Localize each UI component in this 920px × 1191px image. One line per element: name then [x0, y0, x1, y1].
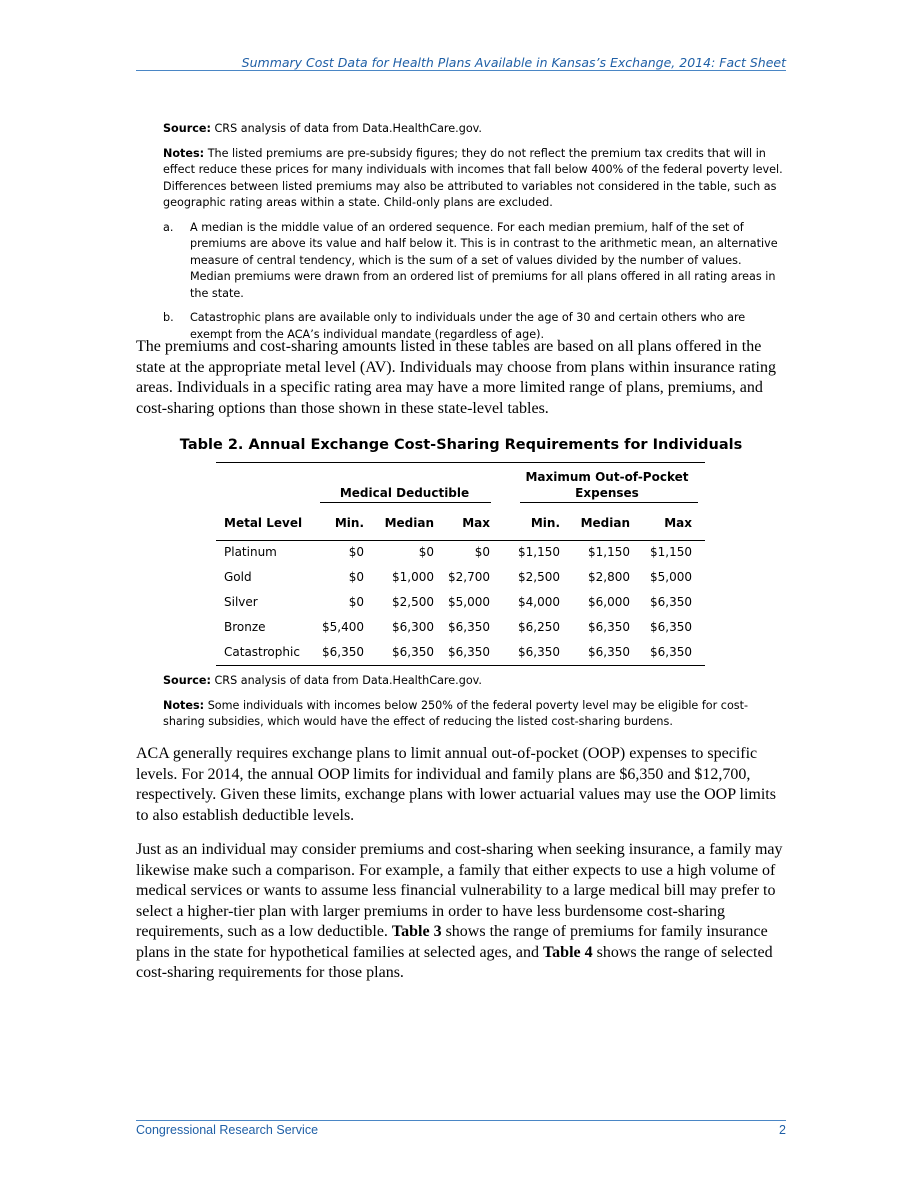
cell-deductible-max: $0	[474, 545, 490, 559]
cell-deductible-max: $2,700	[448, 570, 490, 584]
cell-metal-level: Silver	[224, 595, 258, 609]
source-text: CRS analysis of data from Data.HealthCare.gov.	[214, 674, 482, 687]
table-row	[216, 645, 705, 670]
cell-oop-median: $6,350	[588, 645, 630, 659]
footnote-text: Catastrophic plans are available only to individuals under the age of 30 and certain others who are exempt from the ACA’s individual mandate (regardless of age).	[190, 311, 746, 341]
footer-rule	[136, 1120, 786, 1121]
table2-notes	[163, 673, 783, 739]
col-header-metal-level: Metal Level	[224, 516, 303, 530]
footer-organization: Congressional Research Service	[136, 1123, 319, 1137]
cell-metal-level: Bronze	[224, 620, 266, 634]
cell-metal-level: Platinum	[224, 545, 277, 559]
cell-oop-median: $6,350	[588, 620, 630, 634]
cell-deductible-max: $5,000	[448, 595, 490, 609]
source-text: CRS analysis of data from Data.HealthCare.gov.	[214, 122, 482, 135]
col-header-oop-median: Median	[580, 516, 630, 530]
group-header-oop-line1: Maximum Out-of-Pocket	[525, 470, 689, 484]
col-header-oop-min: Min.	[530, 516, 560, 530]
table-row	[216, 545, 705, 570]
group-header-oop-line2: Expenses	[575, 486, 639, 500]
cell-oop-min: $6,250	[518, 620, 560, 634]
paragraph-text: shows the range of premiums for family insurance plans in the state for hypothetical families at selected ages, and	[136, 923, 768, 961]
group-rule-deductible	[320, 502, 491, 503]
col-header-deductible-median: Median	[384, 516, 434, 530]
cell-deductible-max: $6,350	[448, 620, 490, 634]
source-line	[163, 673, 783, 690]
cell-oop-min: $1,150	[518, 545, 560, 559]
cell-deductible-min: $5,400	[322, 620, 364, 634]
cell-metal-level: Catastrophic	[224, 645, 300, 659]
source-line	[163, 121, 783, 138]
table-row	[216, 570, 705, 595]
table-top-rule	[216, 462, 705, 463]
table4-reference: Table 4	[542, 943, 593, 961]
table1-notes	[163, 121, 783, 351]
footnote-letter: b.	[163, 311, 174, 324]
header-rule	[136, 70, 786, 71]
cell-deductible-min: $0	[348, 595, 364, 609]
cell-oop-min: $2,500	[518, 570, 560, 584]
cell-oop-min: $4,000	[518, 595, 560, 609]
cell-metal-level: Gold	[224, 570, 252, 584]
paragraph-oop-limits: ACA generally requires exchange plans to limit annual out-of-pocket (OOP) expenses to specific levels. For 2014, the annual OOP limits for individual and family plans are $6,350 and $12,700, respectively. Given these limits, exchange plans with lower actuarial values may use the OOP limits to also establish deductible levels.	[136, 745, 776, 824]
cell-oop-median: $1,150	[588, 545, 630, 559]
paragraph-text: Just as an individual may consider premiums and cost-sharing when seeking insurance, a family may likewise make such a comparison. For example, a family that either expects to use a high volume of medical services or wants to assume less financial vulnerability to a large medical bill may prefer to select a higher-tier plan with larger premiums in order to have less burdensome cost-sharing requirements, such as a low deductible.	[136, 841, 783, 940]
paragraph-family	[136, 840, 788, 984]
table-row	[216, 595, 705, 620]
notes-text: Some individuals with incomes below 250% of the federal poverty level may be eligible for cost-sharing subsidies, which would have the effect of reducing the listed cost-sharing burdens.	[163, 698, 749, 728]
cell-deductible-min: $0	[348, 545, 364, 559]
notes-label: Notes:	[163, 698, 205, 712]
cell-deductible-median: $6,350	[392, 645, 434, 659]
cell-deductible-max: $6,350	[448, 645, 490, 659]
cell-oop-median: $2,800	[588, 570, 630, 584]
cell-oop-max: $1,150	[650, 545, 692, 559]
col-header-oop-max: Max	[664, 516, 692, 530]
paragraph-premiums: The premiums and cost-sharing amounts listed in these tables are based on all plans offered in the state at the appropriate metal level (AV). Individuals may choose from plans within insurance rating areas. Individuals in a specific rating area may have a more limited range of plans, premiums, and cost-sharing options than those shown in these state-level tables.	[136, 338, 776, 417]
footnote-a	[163, 220, 783, 303]
page-number: 2	[779, 1123, 786, 1137]
group-rule-oop	[520, 502, 698, 503]
table-row	[216, 620, 705, 645]
table-header-rule	[216, 540, 705, 541]
col-header-deductible-min: Min.	[334, 516, 364, 530]
cell-oop-max: $6,350	[650, 595, 692, 609]
cell-oop-max: $5,000	[650, 570, 692, 584]
table2-title: Table 2. Annual Exchange Cost-Sharing Requirements for Individuals	[179, 437, 743, 453]
table-bottom-rule	[216, 665, 705, 666]
cell-deductible-median: $2,500	[392, 595, 434, 609]
footnote-letter: a.	[163, 220, 174, 234]
source-label: Source:	[163, 122, 211, 135]
running-header: Summary Cost Data for Health Plans Available in Kansas’s Exchange, 2014: Fact Sheet	[241, 55, 786, 70]
cell-oop-max: $6,350	[650, 645, 692, 659]
cell-deductible-min: $0	[348, 570, 364, 584]
cell-deductible-median: $1,000	[392, 570, 434, 584]
notes-line	[163, 146, 783, 212]
table3-reference: Table 3	[391, 923, 442, 940]
cell-oop-max: $6,350	[650, 620, 692, 634]
notes-text: The listed premiums are pre-subsidy figures; they do not reflect the premium tax credits that will in effect reduce these prices for many individuals with incomes that fall below 400% of the federal poverty level. Differences between listed premiums may also be attributed to variables not considered in the table, such as geographic rating areas within a state. Child-only plans are excluded.	[163, 146, 783, 209]
source-label: Source:	[163, 674, 211, 687]
col-header-deductible-max: Max	[462, 516, 490, 530]
group-header-deductible: Medical Deductible	[339, 486, 470, 500]
cell-deductible-median: $0	[418, 545, 434, 559]
paragraph-text: shows the range of selected cost-sharing requirements for those plans.	[136, 943, 773, 981]
footnote-text: A median is the middle value of an ordered sequence. For each median premium, half of the set of premiums are above its value and half below it. This is in contrast to the arithmetic mean, an alternative measure of central tendency, which is the sum of a set of values divided by the number of values. Median premiums were drawn from an ordered list of premiums for all plans offered in all rating areas in the state.	[190, 220, 778, 300]
cell-oop-median: $6,000	[588, 595, 630, 609]
notes-line	[163, 698, 783, 731]
notes-label: Notes:	[163, 146, 205, 160]
cell-deductible-median: $6,300	[392, 620, 434, 634]
cell-deductible-min: $6,350	[322, 645, 364, 659]
cell-oop-min: $6,350	[518, 645, 560, 659]
